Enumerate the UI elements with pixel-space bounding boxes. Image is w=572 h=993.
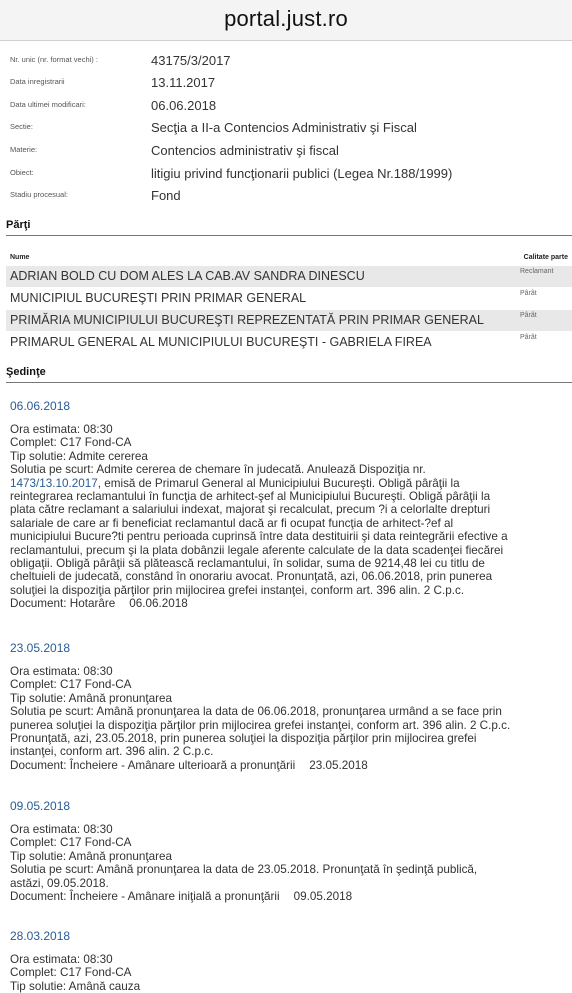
detail-row-sectie — [10, 120, 570, 140]
detail-value: 13.11.2017 — [151, 75, 216, 90]
hearing-solution-type: Tip solutie: Amână cauza — [10, 979, 141, 993]
hearing-entry — [10, 929, 566, 993]
hearing-entry — [10, 641, 566, 772]
hearing-solution-type: Tip solutie: Admite cererea — [10, 449, 148, 463]
hearing-summary-line — [10, 477, 566, 490]
document-date: 23.05.2018 — [309, 758, 368, 772]
col-header-calitate: Calitate parte — [523, 254, 568, 261]
detail-label: Data inregistrarii — [10, 77, 65, 86]
party-row — [6, 310, 572, 331]
hearing-date: 23.05.2018 — [10, 641, 71, 655]
hearing-date: 28.03.2018 — [10, 929, 71, 943]
hearing-summary-line: instanţei, conform art. 396 alin. 2 C.p.c. — [10, 745, 214, 759]
hearing-summary-line: plata către reclamant a salariului indexat, majorat şi recalculat, precum ?i a celorlalte drepturi — [10, 503, 491, 517]
hearing-panel: Complet: C17 Fond-CA — [10, 436, 132, 450]
hearing-panel: Complet: C17 Fond-CA — [10, 836, 132, 850]
hearing-time: Ora estimata: 08:30 — [10, 953, 113, 966]
sedinte-divider — [6, 382, 572, 383]
detail-row-data-inregistrarii — [10, 75, 570, 95]
hearing-document — [10, 759, 566, 772]
document-date: 06.06.2018 — [129, 597, 188, 611]
hearing-summary-line: reintegrarea reclamantului în funcţia de arhitect-şef al Municipiului Bucureşti. Obligă pârâţii la — [10, 490, 491, 504]
hearing-summary-line: reclamantului, precum şi la plata dobânzii legale aferente calculate de la data scadenţei fiecărei — [10, 543, 504, 557]
detail-row-stadiu — [10, 188, 570, 208]
detail-value: Fond — [151, 188, 181, 203]
hearing-time: Ora estimata: 08:30 — [10, 665, 113, 678]
col-header-nume: Nume — [10, 254, 30, 261]
detail-value: litigiu privind funcţionarii publici (Legea Nr.188/1999) — [151, 166, 453, 181]
hearing-panel: Complet: C17 Fond-CA — [10, 966, 132, 980]
party-name: MUNICIPIUL BUCUREŞTI PRIN PRIMAR GENERAL — [10, 291, 307, 305]
hearing-document — [10, 890, 566, 903]
hearing-solution-type: Tip solutie: Amână pronunţarea — [10, 691, 172, 705]
hearing-document — [10, 597, 566, 610]
parti-table-header — [10, 254, 570, 264]
hearing-entry — [10, 799, 566, 903]
detail-row-nr-unic — [10, 53, 570, 73]
party-role: Pârât — [520, 334, 537, 341]
detail-label: Obiect: — [10, 168, 34, 177]
detail-row-materie — [10, 143, 570, 163]
detail-label: Materie: — [10, 145, 38, 154]
dispozitie-link[interactable]: 1473/13.10.2017 — [10, 476, 98, 490]
document-type: Document: Hotarâre — [10, 597, 116, 611]
hearing-summary-line: cheltuieli de judecată, constând în onorariu avocat. Pronunţată, azi, 06.06.2018, prin punerea — [10, 570, 493, 584]
hearing-entry — [10, 399, 566, 611]
hearing-summary-line: Solutia pe scurt: Admite cererea de chemare în judecată. Anulează Dispoziţia nr. — [10, 463, 426, 477]
detail-row-obiect — [10, 166, 570, 186]
party-row — [6, 288, 572, 309]
detail-value: 06.06.2018 — [151, 98, 217, 113]
hearing-summary-line: punerea soluţiei la dispoziţia părţilor prin mijlocirea grefei instanţei, conform art. 396 alin. 2 C.p.c. — [10, 718, 511, 732]
hearing-summary-line: Solutia pe scurt: Amână pronunţarea la data de 23.05.2018. Pronunţată în şedinţă publică, — [10, 863, 478, 877]
hearing-summary-line: soluţiei la dispoziţia părţilor prin mijlocirea grefei instanţei, conform art. 396 alin. 2 C.p.c. — [10, 583, 465, 597]
party-role: Reclamant — [520, 268, 554, 275]
hearing-time: Ora estimata: 08:30 — [10, 823, 113, 836]
party-name: PRIMĂRIA MUNICIPIULUI BUCUREŞTI REPREZENTATĂ PRIN PRIMAR GENERAL — [10, 313, 484, 327]
hearing-date: 09.05.2018 — [10, 799, 71, 813]
detail-label: Data ultimei modificari: — [10, 100, 86, 109]
document-type: Document: Încheiere - Amânare iniţială a pronunţării — [10, 890, 280, 904]
detail-label: Nr. unic (nr. format vechi) : — [10, 55, 98, 64]
hearing-panel: Complet: C17 Fond-CA — [10, 678, 132, 692]
detail-value: Contencios administrativ şi fiscal — [151, 143, 339, 158]
hearing-summary-line: obligaţii. Obligă pârâţii să plătească reclamantului, în solidar, suma de 9214,48 lei cu titlu de — [10, 557, 485, 571]
url-text: portal.just.ro — [224, 6, 348, 31]
hearing-summary-line: Pronunţată, azi, 23.05.2018, prin punerea soluţiei la dispoziţia părţilor prin mijlocirea grefei — [10, 732, 477, 746]
hearing-summary-line: Solutia pe scurt: Amână pronunţarea la data de 06.06.2018, pronunţarea urmând a se face prin — [10, 705, 502, 719]
detail-value: Secţia a II-a Contencios Administrativ şi Fiscal — [151, 120, 417, 135]
party-role: Pârât — [520, 290, 537, 297]
address-bar[interactable] — [0, 0, 572, 41]
detail-row-data-modificari — [10, 98, 570, 118]
parti-divider — [6, 235, 572, 236]
sedinte-heading: Şedinţe — [6, 366, 46, 378]
hearing-time: Ora estimata: 08:30 — [10, 423, 113, 436]
party-row — [6, 332, 572, 353]
hearing-date: 06.06.2018 — [10, 399, 71, 413]
document-type: Document: Încheiere - Amânare ulterioară a pronunţării — [10, 758, 296, 772]
hearing-summary-line: astăzi, 09.05.2018. — [10, 876, 109, 890]
parti-heading: Părţi — [6, 219, 31, 231]
party-name: ADRIAN BOLD CU DOM ALES LA CAB.AV SANDRA DINESCU — [10, 269, 365, 283]
document-date: 09.05.2018 — [293, 890, 353, 904]
party-role: Pârât — [520, 312, 537, 319]
hearing-summary-line: municipiului Bucure?ti pentru perioada cuprinsă între data destituirii şi data reintegrării efective a — [10, 530, 508, 544]
detail-value: 43175/3/2017 — [151, 53, 231, 68]
party-name: PRIMARUL GENERAL AL MUNICIPIULUI BUCUREŞTI - GABRIELA FIREA — [10, 335, 432, 349]
hearing-summary-line: salariale de care ar fi beneficiat reclamantul dacă ar fi ocupat funcţia de arhitect-?ef al — [10, 516, 454, 530]
party-row — [6, 266, 572, 287]
hearing-summary-text: , emisă de Primarul General al Municipiului Bucureşti. Obligă pârâţii la — [97, 476, 460, 490]
detail-label: Stadiu procesual: — [10, 190, 68, 199]
detail-label: Sectie: — [10, 122, 33, 131]
hearing-solution-type: Tip solutie: Amână pronunţarea — [10, 849, 172, 863]
